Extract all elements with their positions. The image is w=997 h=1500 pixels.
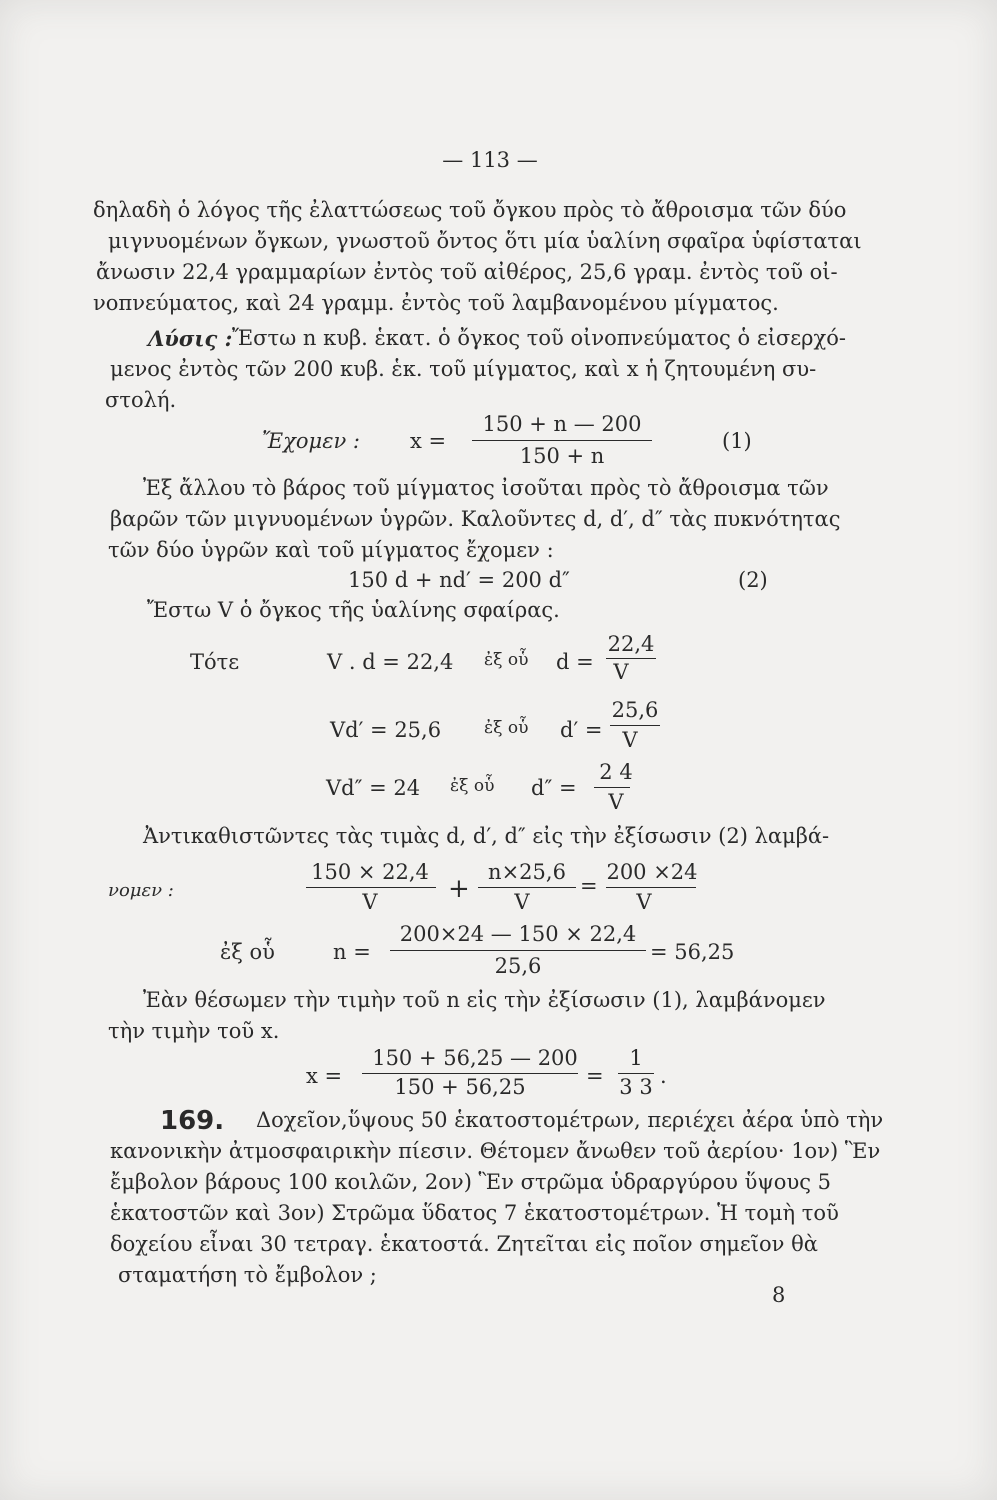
fraction-denominator: V	[362, 890, 378, 914]
signature-mark: 8	[772, 1283, 786, 1307]
text-line: σταματήση τὸ ἔμβολον ;	[118, 1263, 377, 1287]
fraction-denominator: V	[613, 660, 629, 684]
text-line: Δοχεῖον,ὕψους 50 ἑκατοστομέτρων, περιέχει ἀέρα ὑπὸ τὴν	[256, 1108, 884, 1132]
let-v-line: Ἔστω V ὁ ὄγκος τῆς ὑαλίνης σφαίρας.	[147, 598, 560, 622]
equals-sign: =	[586, 1064, 604, 1088]
fraction-bar	[390, 950, 646, 951]
fraction-bar	[606, 887, 696, 888]
text-line: νοπνεύματος, καὶ 24 γραμμ. ἐντὸς τοῦ λαμβανομένου μίγματος.	[93, 291, 779, 315]
text-line: Ἐξ ἄλλου τὸ βάρος τοῦ μίγματος ἰσοῦται πρὸς τὸ ἄθροισμα τῶν	[143, 476, 829, 500]
relation-mid: ἐξ οὗ	[484, 650, 529, 670]
fraction-numerator: 200×24 — 150 × 22,4	[399, 922, 637, 946]
problem-number: 169.	[160, 1106, 225, 1136]
fraction-bar	[606, 658, 656, 659]
text-line: τῶν δύο ὑγρῶν καὶ τοῦ μίγματος ἔχομεν :	[108, 538, 554, 562]
relation-mid: ἐξ οὗ	[484, 718, 529, 738]
fraction-numerator: 1	[629, 1046, 643, 1070]
fraction-denominator: 150 + 56,25	[394, 1075, 526, 1099]
equation-lead: ἐξ οὗ	[220, 940, 275, 964]
text-line: βαρῶν τῶν μιγνυομένων ὑγρῶν. Καλοῦντες d, d′, d″ τὰς πυκνότητας	[110, 507, 841, 531]
equation-lhs: x =	[306, 1064, 343, 1088]
equation-expr: 150 d + nd′ = 200 d″	[348, 568, 570, 592]
text-line: Ἀντικαθιστῶντες τὰς τιμὰς d, d′, d″ εἰς τὴν ἐξίσωσιν (2) λαμβά-	[143, 824, 830, 848]
relation-mid: ἐξ οὗ	[450, 776, 495, 796]
fraction-numerator: 22,4	[607, 632, 655, 656]
fraction-numerator: 150 + n — 200	[482, 412, 642, 436]
solution-label: Λύσις :	[148, 326, 233, 351]
fraction-denominator: 3 3	[619, 1075, 653, 1099]
fraction-bar	[594, 787, 630, 788]
fraction-bar	[478, 887, 576, 888]
text-line: στολή.	[105, 388, 177, 412]
text-line: Ἐὰν θέσωμεν τὴν τιμὴν τοῦ n εἰς τὴν ἐξίσωσιν (1), λαμβάνομεν	[143, 988, 826, 1012]
equation-result: = 56,25	[650, 940, 735, 964]
text-line: ἄνωσιν 22,4 γραμμαρίων ἐντὸς τοῦ αἰθέρος, 25,6 γραμ. ἐντὸς τοῦ οἰ-	[96, 260, 838, 284]
text-line: ἔμβολον βάρους 100 κοιλῶν, 2ον) Ἓν στρῶμα ὑδραργύρου ὕψους 5	[110, 1170, 832, 1194]
fraction-denominator: V	[514, 890, 530, 914]
fraction-numerator: 2 4	[599, 760, 633, 784]
text-line: δηλαδὴ ὁ λόγος τῆς ἐλαττώσεως τοῦ ὄγκου πρὸς τὸ ἄθροισμα τῶν δύο	[93, 198, 847, 222]
relation-result: d′ =	[560, 718, 603, 742]
then-lead: Τότε	[190, 650, 240, 674]
fraction-denominator: V	[636, 890, 652, 914]
fraction-numerator: 150 × 22,4	[311, 860, 429, 884]
text-line: μενος ἐντὸς τῶν 200 κυβ. ἑκ. τοῦ μίγματος, καὶ x ἡ ζητουμένη συ-	[110, 357, 817, 381]
equation-lead: Ἔχομεν :	[262, 429, 360, 453]
fraction-denominator: 25,6	[494, 954, 542, 978]
plus-sign: +	[448, 874, 470, 904]
fraction-bar	[306, 887, 436, 888]
text-line: νομεν :	[108, 880, 174, 901]
fraction-bar	[472, 440, 652, 441]
fraction-numerator: 150 + 56,25 — 200	[372, 1046, 578, 1070]
text-line: μιγνυομένων ὄγκων, γνωστοῦ ὄντος ὅτι μία ὑαλίνη σφαῖρα ὑφίσταται	[108, 229, 862, 253]
relation-result: d″ =	[531, 776, 577, 800]
relation-result: d =	[556, 650, 594, 674]
fraction-denominator: V	[608, 790, 624, 814]
text-line: κανονικὴν ἀτμοσφαιρικὴν πίεσιν. Θέτομεν ἄνωθεν τοῦ ἀερίου· 1ον) Ἓν	[110, 1139, 881, 1163]
text-line: Ἔστω n κυβ. ἑκατ. ὁ ὄγκος τοῦ οἰνοπνεύματος ὁ εἰσερχό-	[232, 326, 846, 350]
fraction-bar	[618, 1073, 654, 1074]
equation-tag: (1)	[722, 429, 752, 453]
fraction-numerator: n×25,6	[488, 860, 566, 884]
relation-lhs: Vd′ = 25,6	[330, 718, 442, 742]
text-line: τὴν τιμὴν τοῦ x.	[108, 1019, 280, 1043]
equation-lhs: n =	[333, 940, 371, 964]
relation-lhs: V . d = 22,4	[327, 650, 454, 674]
text-line: δοχείου εἶναι 30 τετραγ. ἑκατοστά. Ζητεῖται εἰς ποῖον σημεῖον θὰ	[110, 1232, 818, 1256]
page-number: — 113 —	[442, 148, 538, 172]
fraction-denominator: 150 + n	[519, 444, 605, 468]
fraction-bar	[362, 1073, 578, 1074]
text-line: ἑκατοστῶν καὶ 3ον) Στρῶμα ὕδατος 7 ἑκατοστομέτρων. Ἡ τομὴ τοῦ	[110, 1201, 839, 1225]
end-dot: .	[660, 1064, 667, 1088]
fraction-bar	[610, 725, 660, 726]
fraction-numerator: 200 ×24	[606, 860, 698, 884]
equation-lhs: x =	[410, 429, 447, 453]
relation-lhs: Vd″ = 24	[326, 776, 421, 800]
equation-tag: (2)	[738, 568, 768, 592]
equals-sign: =	[580, 874, 598, 898]
fraction-denominator: V	[622, 728, 638, 752]
fraction-numerator: 25,6	[611, 698, 659, 722]
